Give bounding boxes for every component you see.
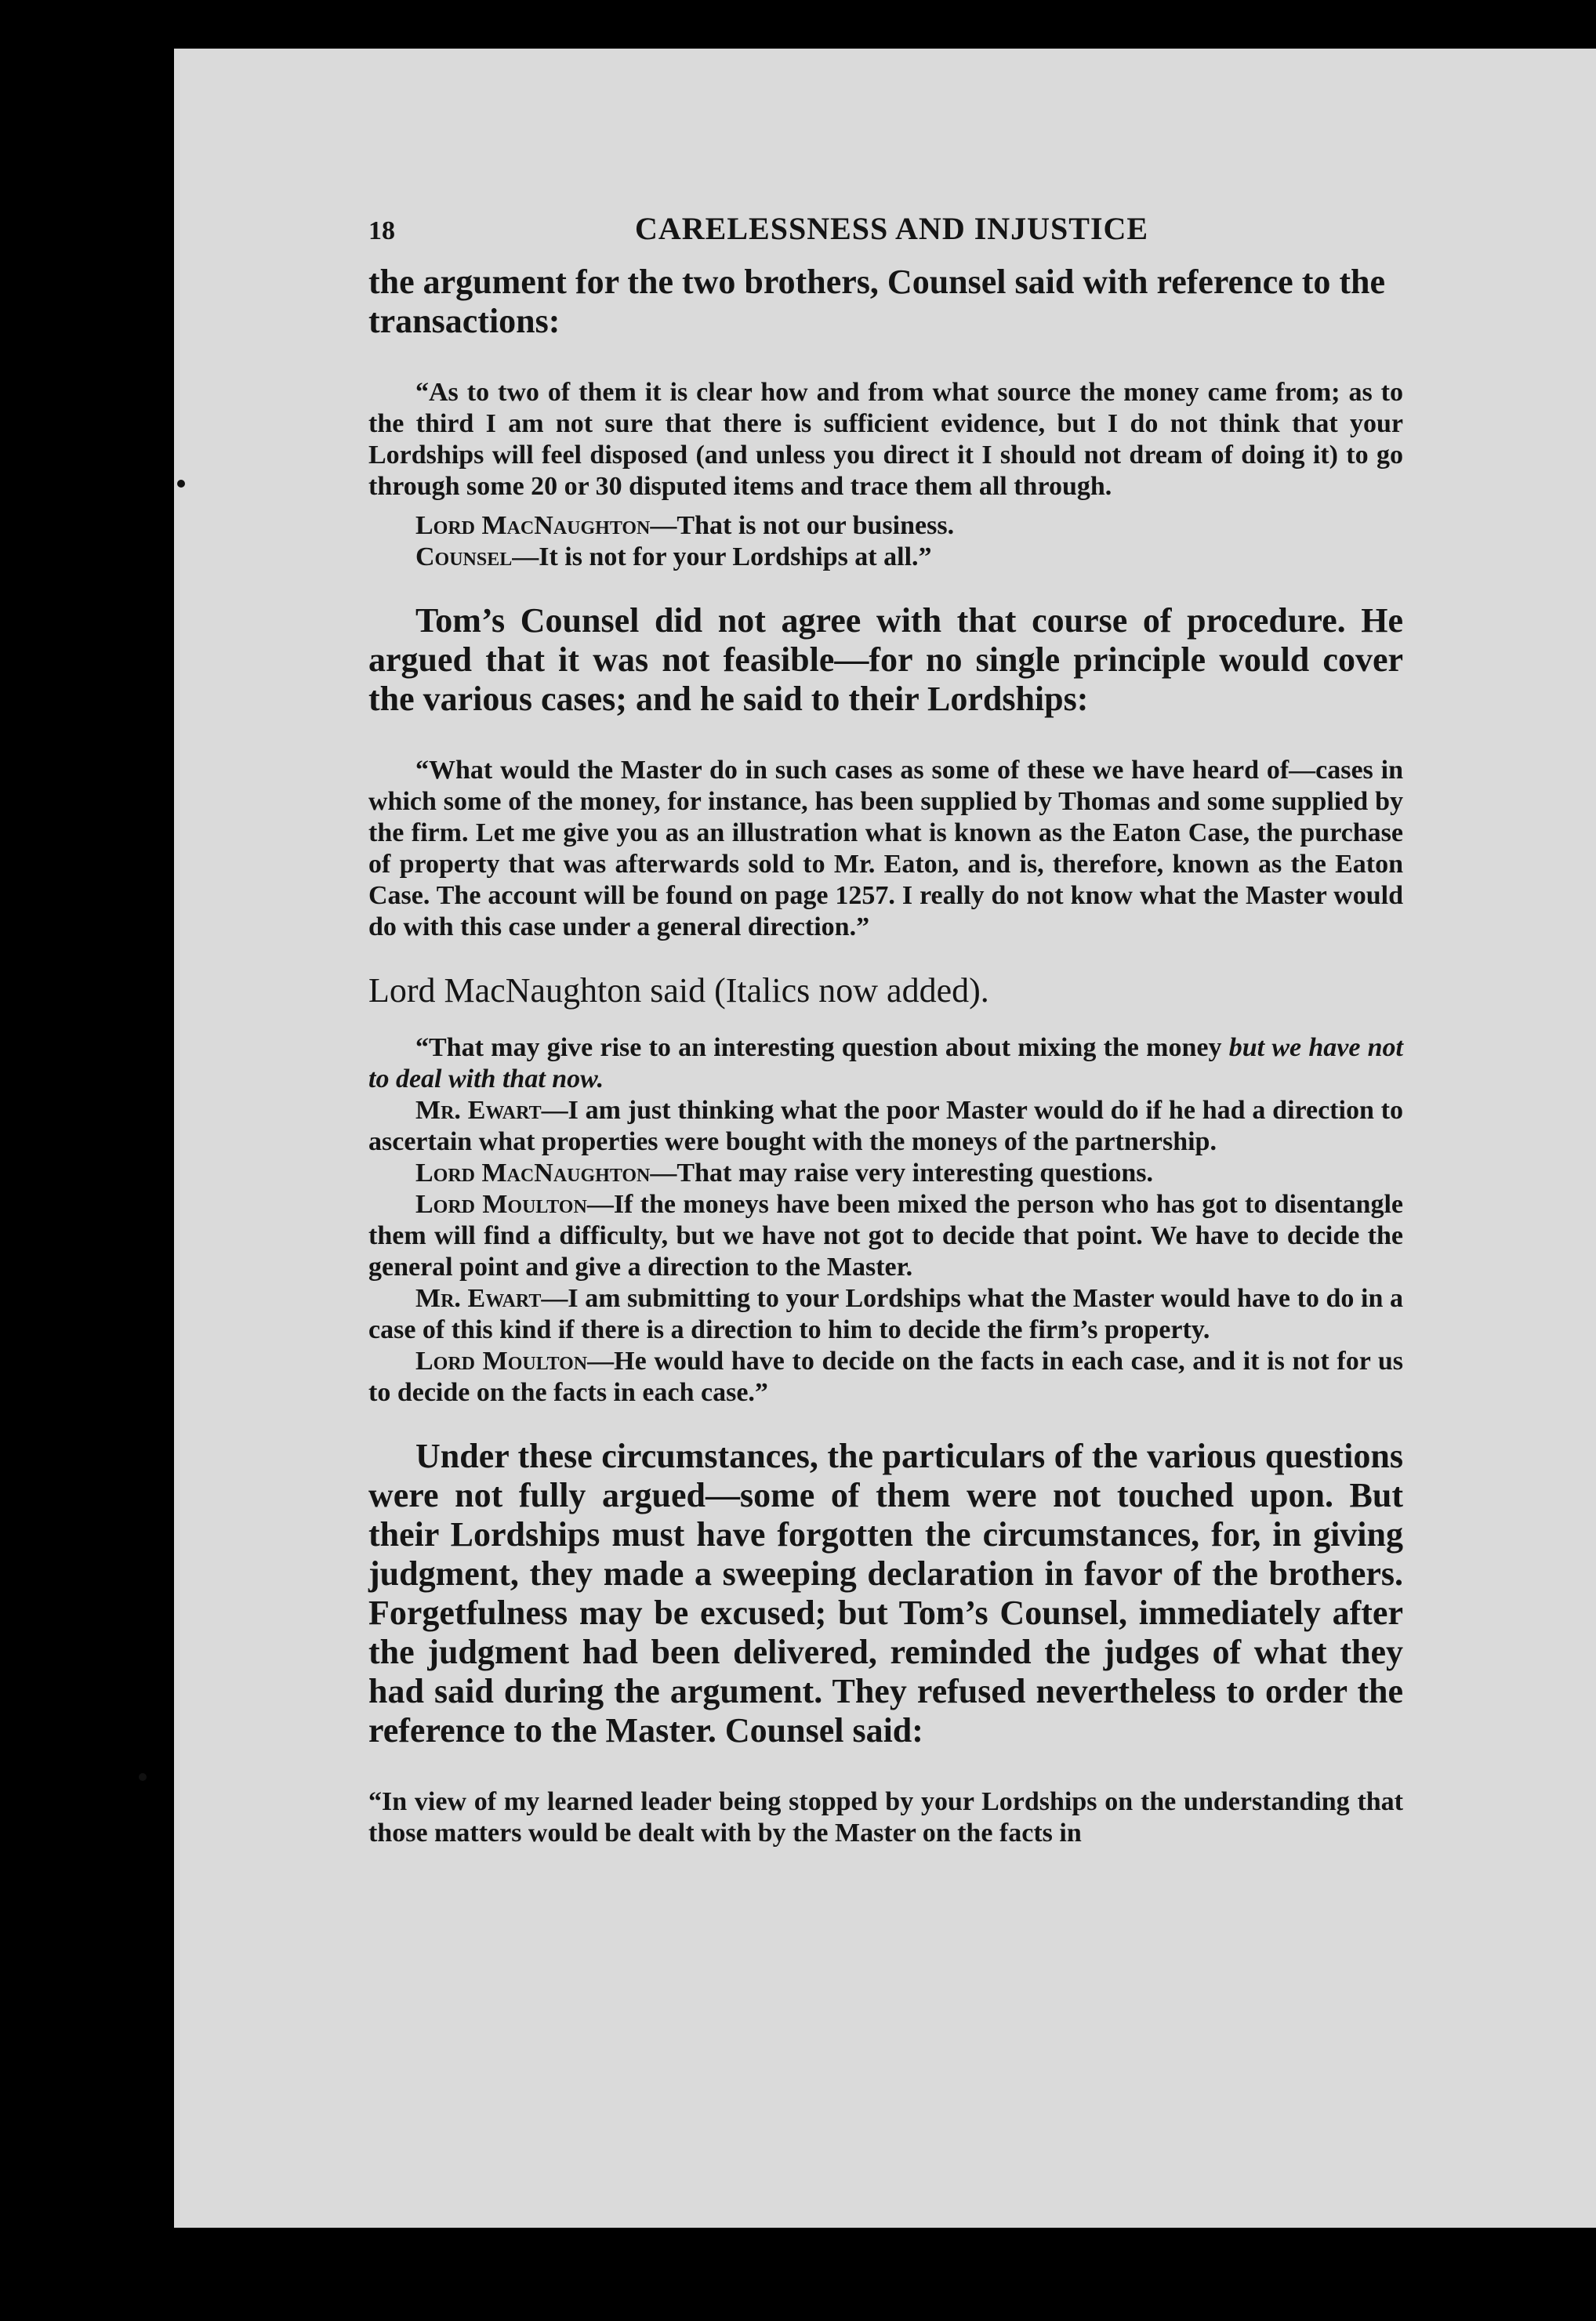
speaker-name: Mr. Ewart: [415, 1284, 542, 1313]
speaker-name: Counsel: [415, 542, 513, 571]
paragraph-3: Lord MacNaughton said (Italics now added).: [368, 971, 989, 1010]
quote-1-exchange-2: [368, 542, 1403, 573]
quote-1-exchange-1: [368, 510, 1403, 542]
intro-paragraph: the argument for the two brothers, Counsel said with reference to the transactions:: [368, 263, 1386, 340]
quote-3-ewart-1: [368, 1095, 1403, 1158]
speaker-name: Lord MacNaughton: [415, 511, 651, 540]
paragraph-4: Under these circumstances, the particulars of the various questions were not fully argued—some of them were not touched upon. But their Lordships must have forgotten the circumstances, for, in giving judgment, they made a sweeping declaration in favor of the brothers. Forgetfulness may be excused; but Tom’s Counsel, immediately after the judgment had been delivered, reminded the judges of what they had said during the argument. They refused nevertheless to order the reference to the Master. Counsel said:: [368, 1437, 1403, 1750]
quote-1-text: “As to two of them it is clear how and from what source the money came from; as to the third I am not sure that there is sufficient evidence, but I do not think that your Lordships will feel disposed (and unless you direct it I should not dream of doing it) to go through some 20 or 30 disputed items and trace them all through.: [368, 378, 1403, 501]
page-number: 18: [368, 216, 395, 245]
speaker-text: —That is not our business.: [650, 511, 955, 540]
quote-block-3: [368, 1032, 1403, 1409]
speaker-name: Lord Moulton: [415, 1347, 588, 1376]
quote-block-4: [368, 1786, 1403, 1849]
quote-block-1: [368, 377, 1403, 573]
quote-3-moulton-1: [368, 1189, 1403, 1283]
quote-3-italic-text: but we have not to deal with that now.: [368, 1033, 1404, 1093]
speaker-text: —It is not for your Lordships at all.”: [512, 542, 932, 571]
quote-3-moulton-2: [368, 1346, 1403, 1409]
speaker-text: —I am submitting to your Lordships what the Master would have to do in a case of this kind if there is a direction to him to decide the firm’s property.: [368, 1284, 1403, 1344]
quote-2-text: “What would the Master do in such cases as some of these we have heard of—cases in which some of the money, for instance, has been supplied by Thomas and some supplied by the firm. Let me give you as an illustration what is known as the Eaton Case, the purchase of property that was afterwards sold to Mr. Eaton, and is, therefore, known as the Eaton Case. The account will be found on page 1257. I really do not know what the Master would do with this case under a general direction.”: [368, 756, 1403, 941]
quote-3-ewart-2: [368, 1283, 1403, 1346]
speaker-text: —I am just thinking what the poor Master would do if he had a direction to ascertain what properties were bought with the moneys of the partnership.: [368, 1096, 1403, 1156]
quote-4-text: “In view of my learned leader being stopped by your Lordships on the understanding that those matters would be dealt with by the Master on the facts in: [368, 1787, 1403, 1848]
quote-3-opening-text: “That may give rise to an interesting question about mixing the money: [415, 1033, 1222, 1062]
paragraph-2: Tom’s Counsel did not agree with that course of procedure. He argued that it was not feasible—for no single principle would cover the various cases; and he said to their Lordships:: [368, 601, 1403, 718]
speaker-text: —He would have to decide on the facts in each case, and it is not for us to decide on the facts in each case.”: [368, 1347, 1403, 1407]
speaker-text: —That may raise very interesting questions.: [650, 1159, 1153, 1188]
quote-block-2: [368, 755, 1403, 943]
speaker-name: Lord MacNaughton: [415, 1159, 651, 1188]
running-title: CARELESSNESS AND INJUSTICE: [635, 211, 1149, 246]
scan-speck: [139, 1773, 147, 1781]
speaker-text: —If the moneys have been mixed the person who has got to disentangle them will find a difficulty, but we have not got to decide that point. We have to decide the general point and give a direction to the Master.: [368, 1190, 1404, 1282]
speaker-name: Mr. Ewart: [415, 1096, 542, 1125]
scan-speck: [177, 480, 185, 488]
quote-3-macnaughton: [368, 1158, 1403, 1189]
page-header: [368, 210, 1403, 247]
page-content: [368, 210, 1403, 1849]
quote-3-opening: [368, 1032, 1403, 1095]
speaker-name: Lord Moulton: [415, 1190, 587, 1219]
